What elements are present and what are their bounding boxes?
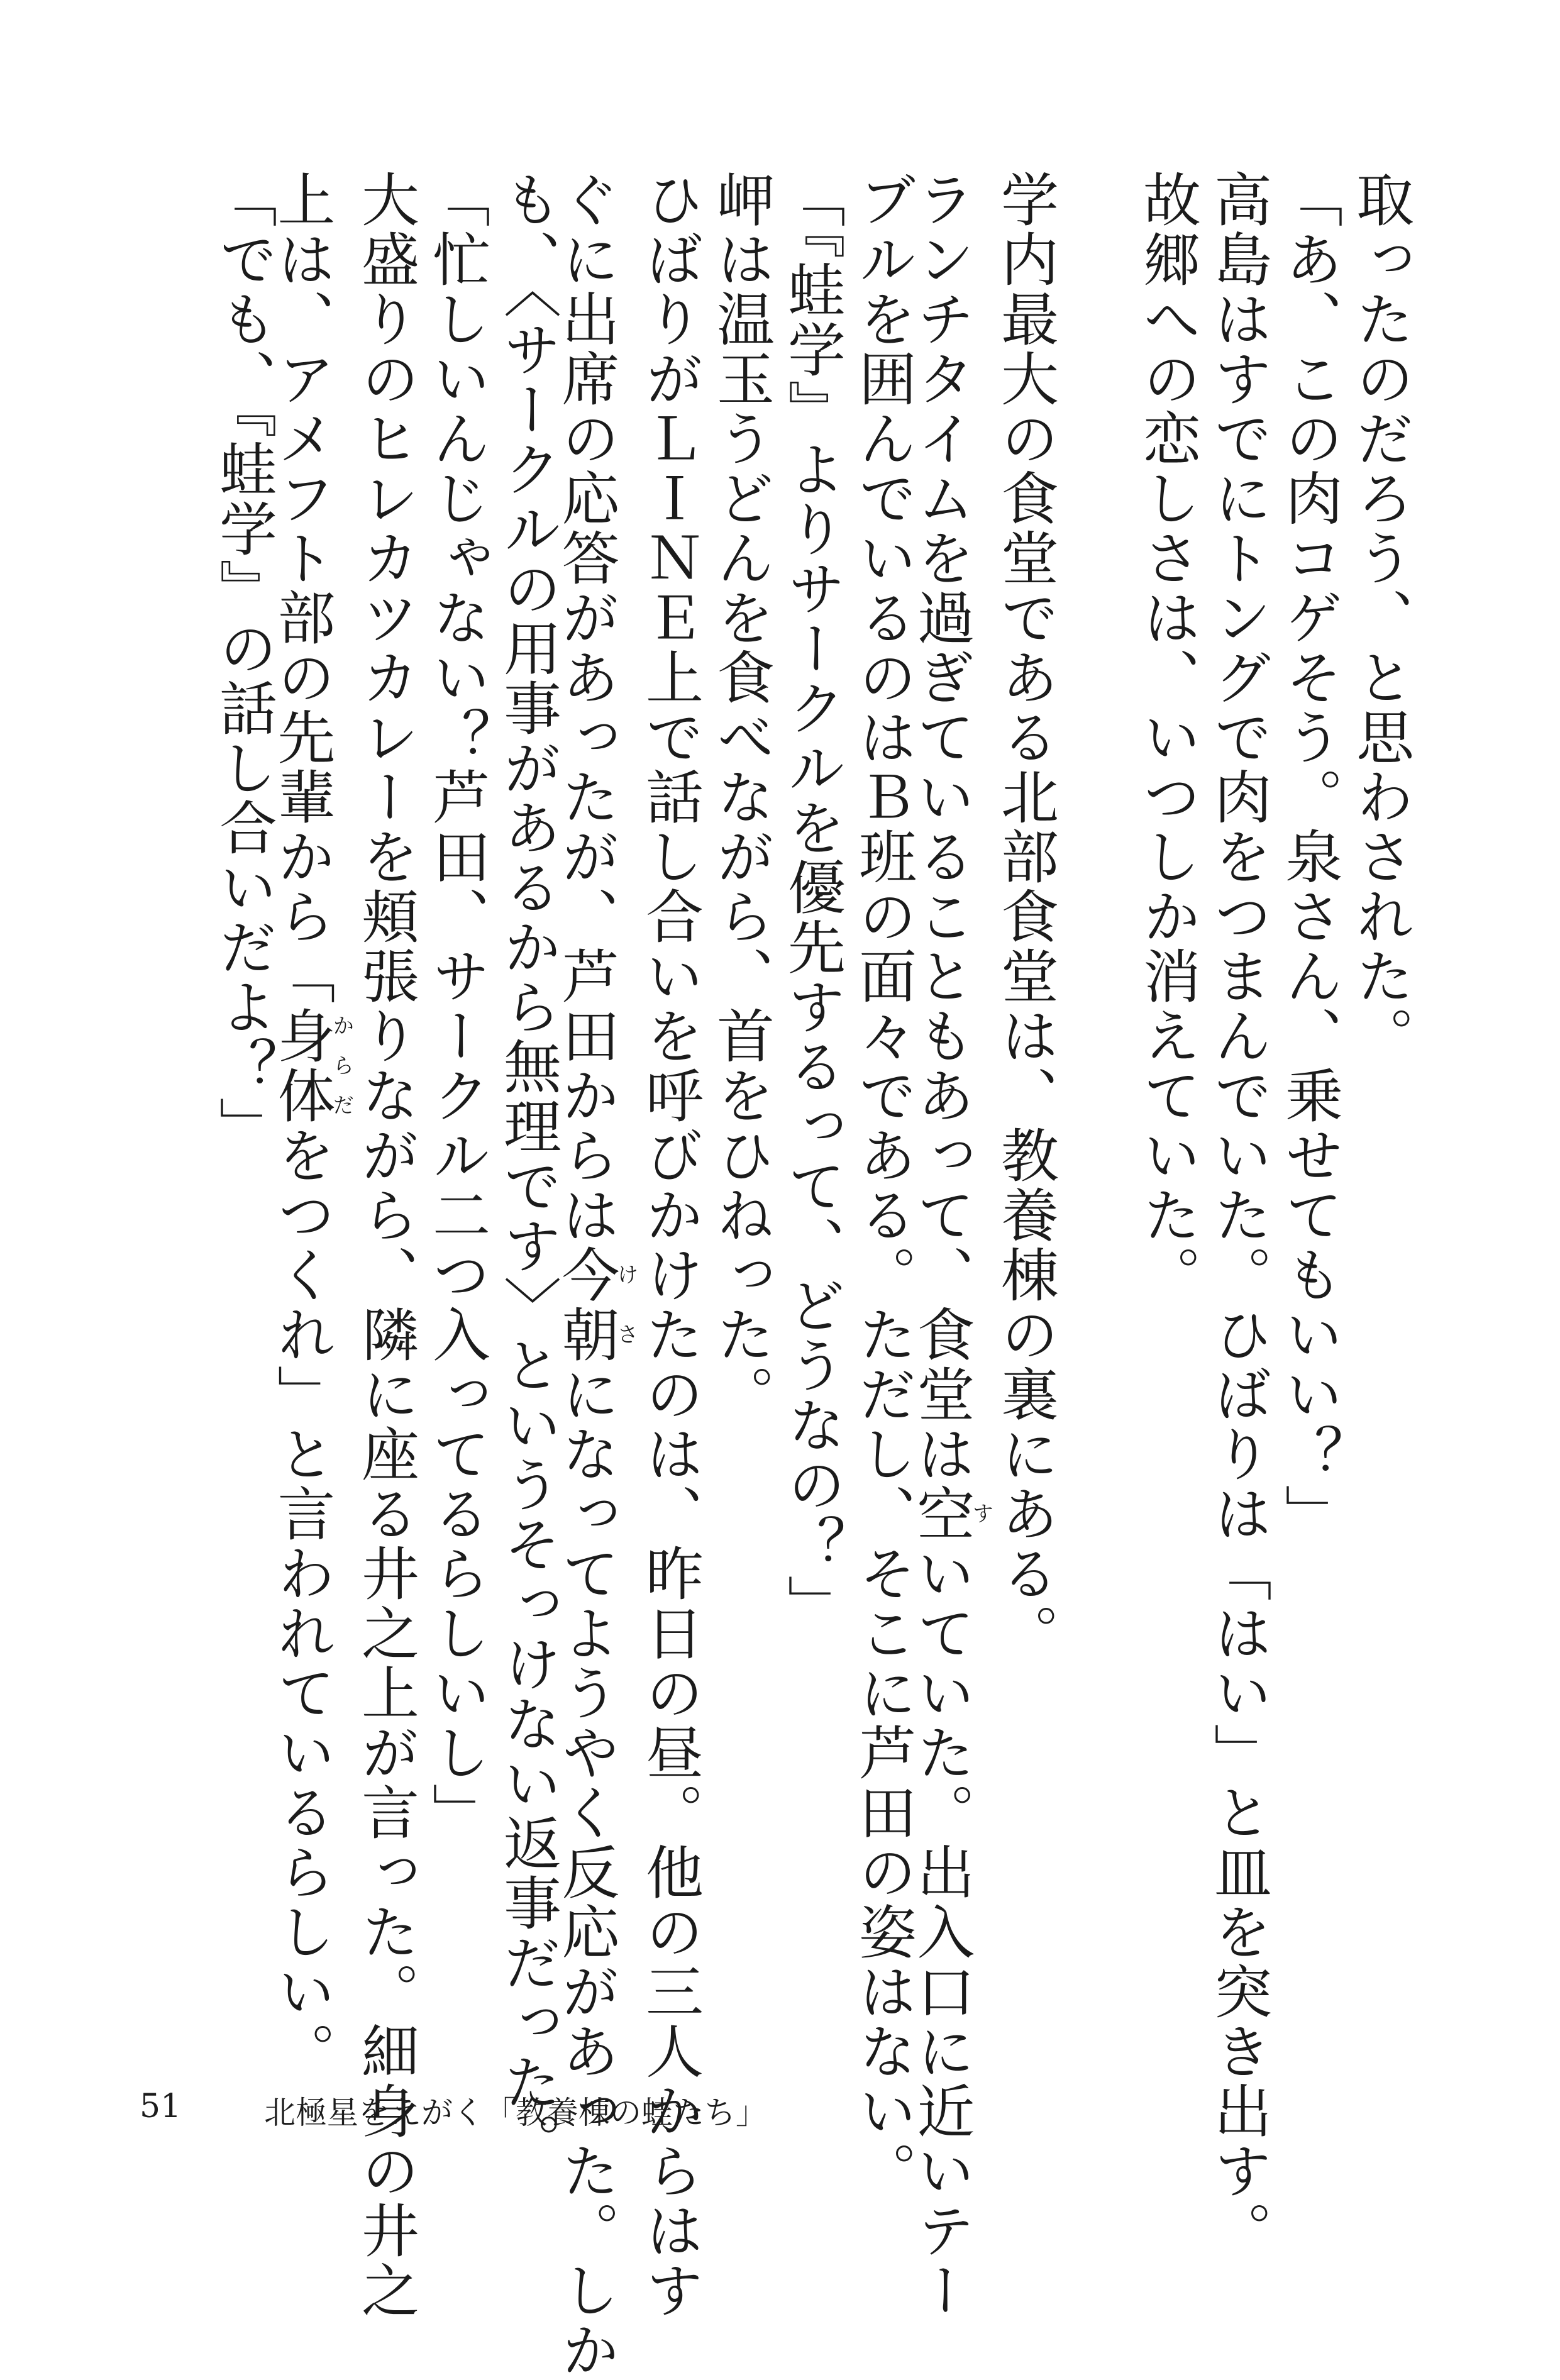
text-line-7: ブルを囲んでいるのはＢ班の面々である。ただし、そこに芦田の姿はない。 (849, 170, 917, 2201)
text-line-2: 「あ、この肉コゲそう。泉さん、乗せてもいい？」 (1276, 170, 1343, 1544)
text-line-15-head: 上は、アメフト部の先輩から「 (268, 170, 336, 1006)
text-line-12: も、〈サークルの用事があるから無理です〉というそっけない返事だった。 (494, 170, 561, 2172)
text-line-11-tail: になってようやく反応があった。しか (552, 1364, 620, 2380)
text-line-15 (268, 170, 354, 2081)
ruby-kesa: 今朝けさ (552, 1245, 638, 1364)
text-line-5: 学内最大の食堂である北部食堂は、教養棟の裏にある。 (992, 170, 1059, 1663)
text-line-10: ひばりがＬＩＮＥ上で話し合いを呼びかけたのは、昨日の昼。他の三人からはす (636, 170, 704, 2320)
text-line-1: 取ったのだろう、と思わされた。 (1347, 170, 1414, 1066)
text-line-9: 岬は温玉うどんを食べながら、首をひねった。 (707, 170, 775, 1424)
text-line-4: 故郷への恋しさは、いつしか消えていた。 (1134, 170, 1201, 1305)
text-line-11-head: ぐに出席の応答があったが、芦田からは (552, 170, 620, 1245)
text-line-6-head: ランチタイムを過ぎていることもあって、食堂は (907, 170, 975, 1484)
text-line-13-tail: 芦田、サークル二つ入ってるらしいし」 (423, 767, 490, 1842)
page-number: 51 (140, 2088, 182, 2125)
ruby-suku: 空す (907, 1484, 993, 1544)
text-line-6 (907, 170, 993, 2320)
ruby-karada: 身体からだ (268, 1006, 354, 1126)
text-line-13 (419, 170, 494, 2025)
text-line-14: 大盛りのヒレカツカレーを頬張りながら、隣に座る井之上が言った。細身の井之 (352, 170, 419, 2320)
running-title: 北極星をえがく「教養棟の蛙たち」 (264, 2095, 767, 2131)
text-line-8: 「『蛙学』よりサークルを優先するって、どうなの？」 (778, 170, 846, 1634)
text-line-13-head: 「忙しいんじゃない？ (423, 170, 490, 767)
text-line-16: 「でも、『蛙学』の話し合いだよ？」 (210, 170, 277, 1156)
page-footer (0, 2088, 1560, 2138)
text-line-15-tail: をつくれ」と言われているらしい。 (268, 1126, 336, 2081)
text-line-11 (552, 170, 638, 2380)
text-line-6-tail: いていた。出入口に近いテー (907, 1544, 975, 2320)
text-line-3: 高島はすでにトングで肉をつまんでいた。ひばりは「はい」と皿を突き出す。 (1205, 170, 1272, 2261)
